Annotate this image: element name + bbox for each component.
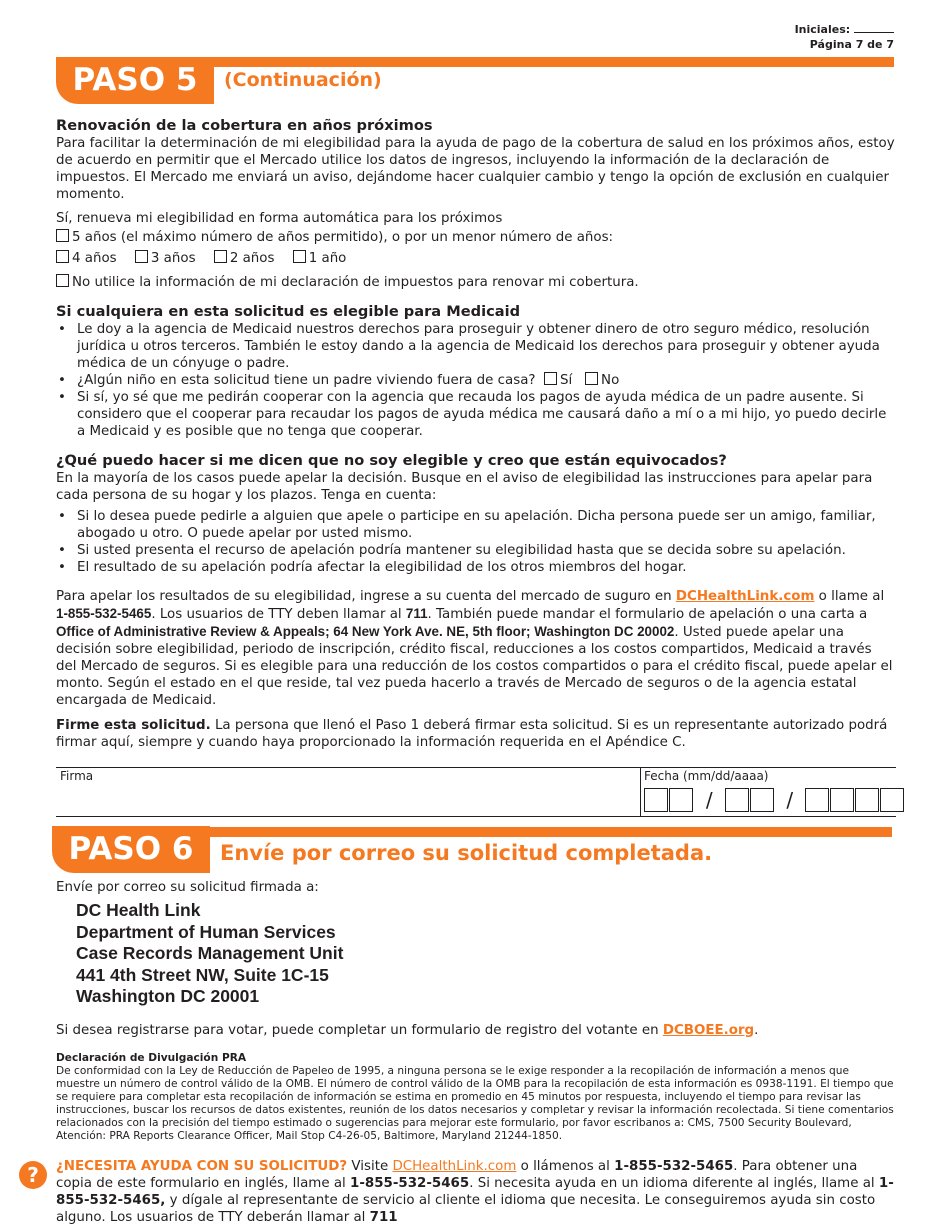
help-paragraph — [56, 1158, 896, 1226]
opt-out-row — [56, 274, 896, 291]
three-years-checkbox[interactable] — [135, 250, 148, 263]
five-years-checkbox[interactable] — [56, 229, 69, 242]
four-years-label: 4 años — [72, 251, 117, 266]
list-item: • El resultado de su apelación podría afectar la elegibilidad de los otros miembros del hogar. — [56, 559, 896, 576]
initials-label: Iniciales: — [794, 23, 851, 36]
help-text: . Para obtener una copia de este formulario en inglés, llame al — [56, 1159, 858, 1191]
date-year-2[interactable] — [830, 788, 854, 812]
list-item: • Le doy a la agencia de Medicaid nuestros derechos para proseguir y obtener dinero de otro seguro médico, resolución jurídica u otros terceros. También le estoy dando a la agencia de Medicaid los derechos para proseguir y obtener ayuda médica de un cónyuge o padre. — [56, 321, 896, 372]
help-text: o llámenos al — [520, 1159, 610, 1174]
appeal-paragraph — [56, 588, 896, 709]
opt-out-checkbox[interactable] — [56, 274, 69, 287]
absent-parent-no-checkbox[interactable] — [585, 372, 598, 385]
date-month-1[interactable] — [644, 788, 668, 812]
address-line: Washington DC 20001 — [76, 986, 260, 1006]
appeal-heading: ¿Qué puedo hacer si me dicen que no soy elegible y creo que están equivocados? — [56, 452, 727, 469]
page-header — [795, 22, 894, 52]
help-phone: 1-855-532-5465 — [350, 1176, 470, 1191]
mail-intro: Envíe por correo su solicitud firmada a: — [56, 880, 319, 895]
date-slash: / — [705, 788, 713, 812]
opt-out-label: No utilice la información de mi declaración de impuestos para renovar mi cobertura. — [72, 275, 639, 290]
appeal-phone: 1-855-532-5465 — [56, 606, 152, 621]
medicaid-heading: Si cualquiera en esta solicitud es elegible para Medicaid — [56, 303, 521, 320]
appeal-body: En la mayoría de los casos puede apelar la decisión. Busque en el aviso de elegibilidad las instrucciones para apelar para cada persona de su hogar y los plazos. Tenga en cuenta: — [56, 471, 873, 503]
sign-bold: Firme esta solicitud. — [56, 718, 211, 733]
vote-text: Si desea registrarse para votar, puede completar un formulario de registro del votante en — [56, 1022, 659, 1038]
one-year-label: 1 año — [308, 251, 347, 266]
renewal-body: Para facilitar la determinación de mi elegibilidad para la ayuda de pago de la cobertura de salud en los próximos años, estoy de acuerdo en permitir que el Mercado utilice los datos de ingresos, incluyendo la información de la declaración de impuestos. El Mercado me enviará un aviso, dejándome hacer cualquier cambio y tengo la opción de exclusión en cualquier momento. — [56, 136, 895, 202]
appeal-list — [56, 508, 896, 576]
date-year-3[interactable] — [855, 788, 879, 812]
date-label: Fecha (mm/dd/aaaa) — [644, 769, 769, 783]
step6-content — [56, 879, 896, 1143]
step5-subtitle: (Continuación) — [224, 69, 382, 91]
appeal-office-address: Office of Administrative Review & Appeals; 64 New York Ave. NE, 5th floor; Washington DC 20002 — [56, 624, 675, 639]
dcboee-link[interactable]: DCBOEE.org — [662, 1022, 755, 1038]
pra-heading: Declaración de Divulgación PRA — [56, 1051, 247, 1064]
help-phone: 1-855-532-5465 — [614, 1159, 734, 1174]
date-day-1[interactable] — [725, 788, 749, 812]
appeal-text-e: . Usted puede apelar una decisión sobre elegibilidad, periodo de inscripción, crédito fiscal, reducciones a los costos compartidos, Medicaid a través del Mercado de seguros. Si es elegible para una reducción de los costos compartidos o para el crédito fiscal, puede apelar el monto. Según el estado en el que reside, tal vez pueda hacerlo a través de Mercado de seguros o de la agencia estatal encargada de Medicaid. — [56, 625, 893, 708]
date-slash: / — [786, 788, 794, 812]
list-item — [56, 372, 896, 389]
four-years-checkbox[interactable] — [56, 250, 69, 263]
help-text: . Si necesita ayuda en un idioma diferente al inglés, llame al — [469, 1176, 875, 1191]
step6-tab: PASO 6 — [52, 826, 210, 873]
date-year-4[interactable] — [880, 788, 904, 812]
signature-label: Firma — [60, 769, 94, 783]
help-phone: 1-855-532-5465, — [56, 1176, 894, 1208]
help-icon: ? — [19, 1161, 47, 1189]
medicaid-list — [56, 321, 896, 440]
date-field — [644, 768, 896, 812]
pra-body: De conformidad con la Ley de Reducción de Papeleo de 1995, a ninguna persona se le exige responder a la recopilación de información a menos que muestre un número de control válido de la OMB. El número de control válido de la OMB para la recopilación de esta información es 0938-1191. El tiempo que se requiere para completar esta recopilación de información se estima en promedio en 45 minutos por respuesta, incluyendo el tiempo para revisar las instrucciones, buscar los recursos de datos existentes, reunión de los datos necesarios y completar y revisar la información recolectada. Si tiene comentarios relacionados con la precisión del tiempo estimado o sugerencias para mejorar este formulario, por favor escribanos a: CMS, 7500 Security Boulevard, Atención: PRA Reports Clearance Officer, Mail Stop C4-26-05, Baltimore, Maryland 21244-1850. — [56, 1064, 894, 1142]
sign-paragraph — [56, 717, 896, 751]
date-day-2[interactable] — [750, 788, 774, 812]
help-section — [56, 1158, 896, 1226]
help-dchealthlink-link[interactable]: DCHealthLink.com — [392, 1159, 517, 1174]
help-text: Visite — [351, 1159, 389, 1174]
three-years-label: 3 años — [150, 251, 196, 266]
date-boxes — [644, 788, 896, 812]
help-tty: 711 — [369, 1210, 398, 1225]
appeal-text-d: . También puede mandar el formulario de apelación o una carta a — [427, 607, 868, 622]
absent-parent-yes-label: Sí — [560, 373, 573, 388]
list-item: • Si lo desea puede pedirle a alguien que apele o participe en su apelación. Dicha persona puede ser un amigo, familiar, abogado u otro. O puede apelar por usted mismo. — [56, 508, 896, 542]
step6-subtitle: Envíe por correo su solicitud completada. — [220, 841, 713, 865]
vote-end: . — [754, 1022, 759, 1038]
list-item: • Si sí, yo sé que me pedirán cooperar con la agencia que recauda los pagos de ayuda médica de un padre ausente. Si considero que el cooperar para recaudar los pagos de ayuda médica me causará daño a mí o a mi hijo, yo puedo decirle a Medicaid y es posible que no tenga que cooperar. — [56, 389, 896, 440]
help-heading: ¿NECESITA AYUDA CON SU SOLICITUD? — [56, 1159, 348, 1174]
step5-tab: PASO 5 — [56, 57, 214, 104]
two-years-checkbox[interactable] — [214, 250, 227, 263]
address-line: Case Records Management Unit — [76, 943, 344, 963]
absent-parent-yes-checkbox[interactable] — [544, 372, 557, 385]
date-month-2[interactable] — [669, 788, 693, 812]
date-year-1[interactable] — [805, 788, 829, 812]
renewal-years-row — [56, 250, 896, 267]
help-text: y dígale al representante de servicio al cliente el idioma que necesita. Le conseguiremos ayuda sin costo alguno. Los usuarios de TTY deberán llamar al — [56, 1193, 876, 1225]
address-line: Department of Human Services — [76, 921, 336, 942]
step5-content — [56, 117, 896, 751]
list-item: • Si usted presenta el recurso de apelación podría mantener su elegibilidad hasta que se decida sobre su apelación. — [56, 542, 896, 559]
absent-parent-no-label: No — [601, 373, 620, 388]
renewal-yes-intro: Sí, renueva mi elegibilidad en forma automática para los próximos — [56, 211, 503, 226]
dchealthlink-link[interactable]: DCHealthLink.com — [675, 589, 815, 604]
vote-paragraph — [56, 1022, 896, 1039]
one-year-checkbox[interactable] — [293, 250, 306, 263]
address-line: 441 4th Street NW, Suite 1C-15 — [76, 964, 329, 985]
appeal-text-b: o llame al — [818, 589, 885, 604]
address-line: DC Health Link — [76, 900, 201, 920]
appeal-text-a: Para apelar los resultados de su elegibilidad, ingrese a su cuenta del mercado de suguro en — [56, 589, 672, 604]
signature-row — [56, 767, 896, 817]
page-number: Página 7 de 7 — [809, 38, 894, 51]
appeal-text-c: . Los usuarios de TTY deben llamar al — [151, 607, 402, 622]
mailing-address — [76, 900, 896, 1008]
appeal-tty: 711 — [405, 606, 428, 621]
renewal-five-years-row — [56, 229, 896, 246]
signature-field[interactable] — [56, 768, 641, 816]
renewal-heading: Renovación de la cobertura en años próximos — [56, 117, 433, 134]
sign-text: La persona que llenó el Paso 1 deberá firmar esta solicitud. Si es un representante autorizado podrá firmar aquí, siempre y cuando haya proporcionado la información requerida en el Apéndice C. — [56, 718, 888, 750]
absent-parent-question: ¿Algún niño en esta solicitud tiene un padre viviendo fuera de casa? — [77, 373, 536, 388]
five-years-label: 5 años (el máximo número de años permitido), o por un menor número de años: — [72, 230, 614, 245]
two-years-label: 2 años — [229, 251, 275, 266]
initials-blank[interactable] — [854, 22, 894, 33]
